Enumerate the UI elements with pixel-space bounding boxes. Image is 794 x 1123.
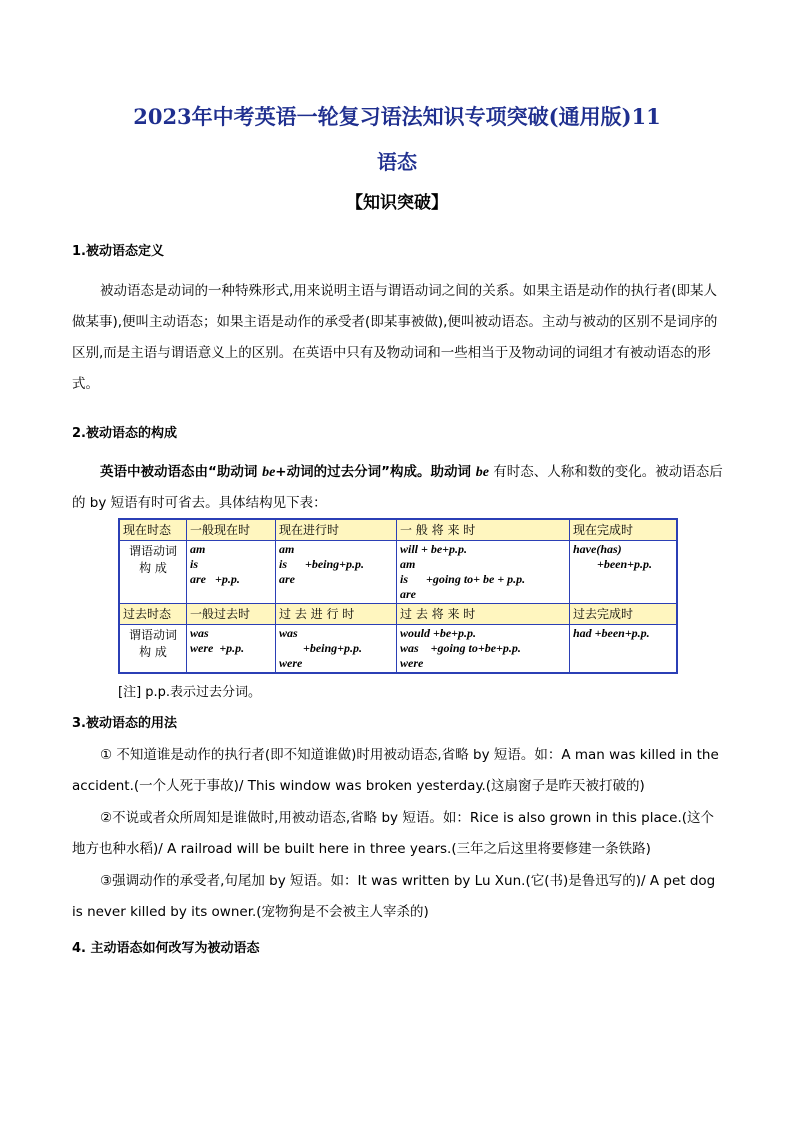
cell-predicate-label: 谓语动词 构 成 xyxy=(119,541,187,604)
page-title: 2023年中考英语一轮复习语法知识专项突破(通用版)11 xyxy=(133,104,661,129)
section-tag: 【知识突破】 xyxy=(346,193,448,213)
table-row xyxy=(119,519,677,541)
cell-formula: will + be+p.p. am is +going to+ be + p.p. are xyxy=(397,541,570,604)
paragraph-2 xyxy=(72,457,724,519)
cell-simple-past: 一般过去时 xyxy=(187,604,276,625)
cell-formula: would +be+p.p. was +going to+be+p.p. were xyxy=(397,625,570,674)
cell-simple-present: 一般现在时 xyxy=(187,519,276,541)
cell-predicate-label: 谓语动词 构 成 xyxy=(119,625,187,674)
table-row xyxy=(119,541,677,604)
p2-a: 英语中被动语态由“助动词 xyxy=(100,464,263,480)
p2-e: 有时态、人称和数的变化。被动语态后的 by 短语有时可省去。具体结构见下表： xyxy=(72,464,723,511)
cell-formula: was +being+p.p. were xyxy=(276,625,397,674)
heading-3: 3.被动语态的用法 xyxy=(72,716,177,731)
cell-formula: am is +being+p.p. are xyxy=(276,541,397,604)
cell-formula: am is are +p.p. xyxy=(187,541,276,604)
cell-present-perfect: 现在完成时 xyxy=(570,519,678,541)
cell-formula: have(has) +been+p.p. xyxy=(570,541,678,604)
p2-be1: be xyxy=(262,465,276,480)
table-row xyxy=(119,604,677,625)
p2-c: +动词的过去分词”构成。助动词 xyxy=(275,464,476,480)
cell-past-future: 过 去 将 来 时 xyxy=(397,604,570,625)
heading-1: 1.被动语态定义 xyxy=(72,244,164,259)
p2-be2: be xyxy=(475,465,489,480)
usage-3: ③强调动作的承受者,句尾加 by 短语。如：It was written by Lu Xun.(它(书)是鲁迅写的)/ A pet dog is never killed by its owner.(宠物狗是不会被主人宰杀的) xyxy=(72,873,716,920)
page-subtitle: 语态 xyxy=(377,150,417,174)
heading-4: 4. 主动语态如何改写为被动语态 xyxy=(72,941,260,956)
cell-past-progressive: 过 去 进 行 时 xyxy=(276,604,397,625)
cell-past-perfect: 过去完成时 xyxy=(570,604,678,625)
usage-2: ②不说或者众所周知是谁做时,用被动语态,省略 by 短语。如：Rice is also grown in this place.(这个地方也种水稻)/ A railroad will be built here in three years.(三年之后这里将要修建一条铁路) xyxy=(72,810,715,857)
cell-formula: was were +p.p. xyxy=(187,625,276,674)
cell-simple-future: 一 般 将 来 时 xyxy=(397,519,570,541)
structure-table xyxy=(118,518,678,674)
usage-1: ① 不知道谁是动作的执行者(即不知道谁做)时用被动语态,省略 by 短语。如：A man was killed in the accident.(一个人死于事故)/ This window was broken yesterday.(这扇窗子是昨天被打破的) xyxy=(72,747,719,794)
table-row xyxy=(119,625,677,674)
cell-tense-present: 现在时态 xyxy=(119,519,187,541)
heading-2: 2.被动语态的构成 xyxy=(72,426,177,441)
cell-tense-past: 过去时态 xyxy=(119,604,187,625)
cell-formula: had +been+p.p. xyxy=(570,625,678,674)
table-note: [注] p.p.表示过去分词。 xyxy=(118,685,262,700)
cell-present-progressive: 现在进行时 xyxy=(276,519,397,541)
paragraph-1: 被动语态是动词的一种特殊形式,用来说明主语与谓语动词之间的关系。如果主语是动作的执行者(即某人做某事),便叫主动语态；如果主语是动作的承受者(即某事被做),便叫被动语态。主动与被动的区别不是词序的区别,而是主语与谓语意义上的区别。在英语中只有及物动词和一些相当于及物动词的词组才有被动语态的形式。 xyxy=(72,283,718,392)
